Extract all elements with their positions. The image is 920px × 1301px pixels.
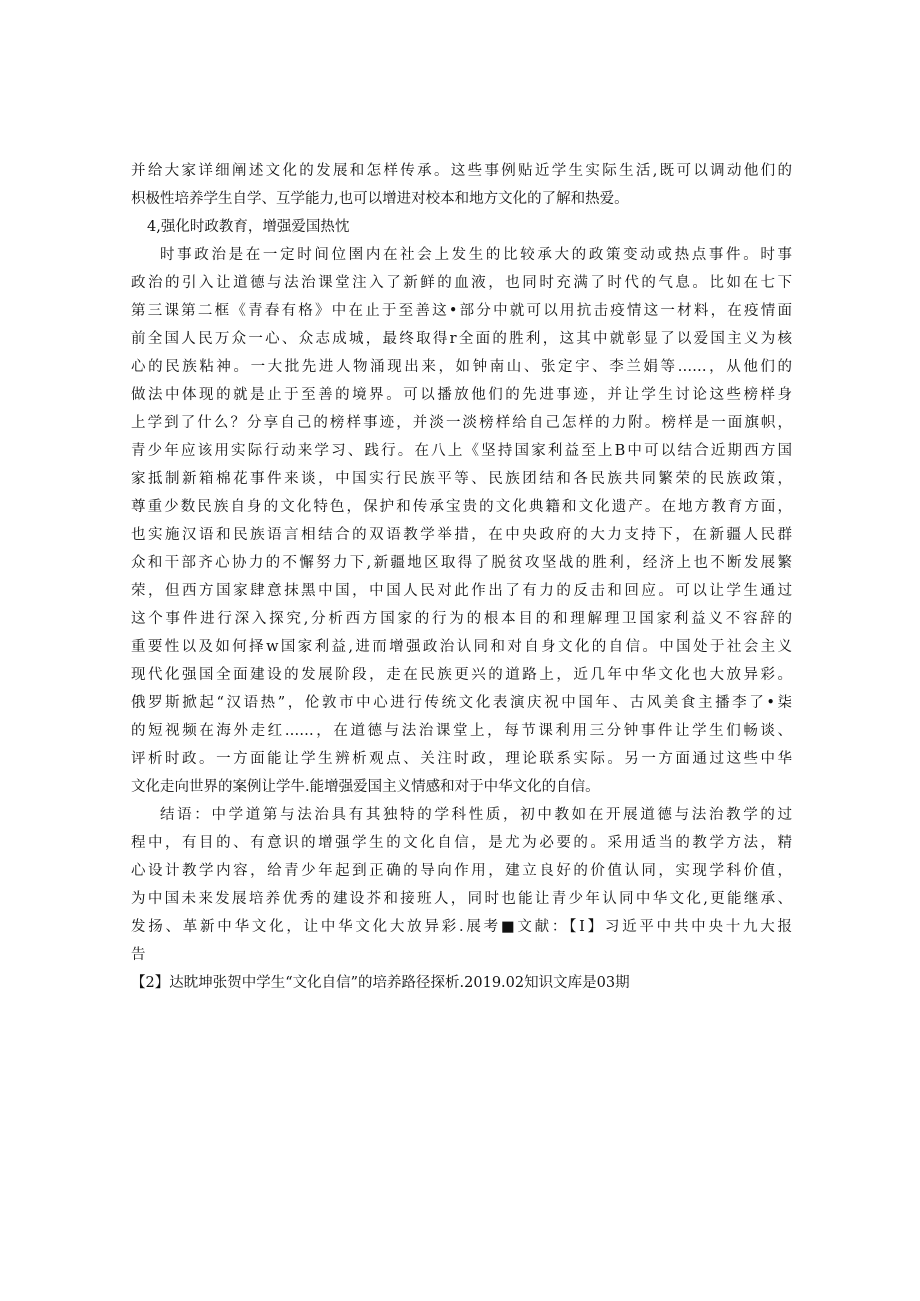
- body-line: 现代化强国全面建设的发展阶段，走在民族更兴的道路上，近几年中华文化也大放异彩。: [131, 667, 792, 683]
- body-line: 第三课第二框《青春有格》中在止于至善这•部分中就可以用抗击疫情这一材料，在疫情面: [131, 303, 792, 319]
- body-line: 尊重少数民族自身的文化特色，保护和传承宝贵的文化典籍和文化遗产。在地方教育方面，: [131, 499, 792, 515]
- document-body: [131, 157, 792, 997]
- conclusion-line: 心设计教学内容，给青少年起到正确的导向作用，建立良好的价值认同，实现学科价值，: [131, 863, 792, 879]
- body-line: 的短视频在海外走红……，在道德与法治课堂上，每节课利用三分钟事件让学生们畅谈、: [131, 723, 792, 739]
- conclusion-line: 程中，有目的、有意识的增强学生的文化自信，是尤为必要的。采用适当的教学方法，精: [131, 835, 792, 851]
- body-line: 家抵制新箱棉花事件来谈，中国实行民族平等、民族团结和各民族共同繁荣的民族政策，: [131, 471, 792, 487]
- body-line: 也实施汉语和民族语言相结合的双语教学举措，在中央政府的大力支持下，在新疆人民群: [131, 527, 792, 543]
- body-line: 青少年应该用实际行动来学习、践行。在八上《坚持国家利益至上B中可以结合近期西方国: [131, 443, 792, 459]
- conclusion-line: 结语：中学道第与法治具有其独特的学科性质，初中教如在开展道德与法治教学的过: [160, 807, 792, 823]
- reference-entry: 【2】达眈坤张贺中学生“文化自信”的培养路径探析.2019.02知识文库是03期: [131, 975, 630, 991]
- body-line: 这个事件进行深入探究,分析西方国家的行为的根本目的和理解理卫国家利益义不容辞的: [131, 611, 792, 627]
- conclusion-line: 发扬、革新中华文化，让中华文化大放异彩.展考■文献：【I】习近平中共中央十九大报: [131, 919, 792, 935]
- body-line: 文化走向世界的案例让学牛.能增强爱国主义情感和对于中华文化的自信。: [131, 779, 600, 795]
- body-line: 上学到了什么？分享自己的榜样事迹，并淡一淡榜样给自己怎样的力附。榜样是一面旗帜，: [131, 415, 792, 431]
- body-line: 荣，但西方国家肆意抹黑中国，中国人民对此作出了有力的反击和回应。可以让学生通过: [131, 583, 792, 599]
- body-line: 心的民族粘神。一大批先进人物涌现出来，如钟南山、张定宇、李兰娟等……，从他们的: [131, 359, 792, 375]
- conclusion-line: 告: [131, 947, 146, 963]
- body-line: 重要性以及如何择w国家利益,进而增强政治认同和对自身文化的自信。中国处于社会主义: [131, 639, 792, 655]
- body-line: 众和干部齐心协力的不懈努力下,新疆地区取得了脱贫攻坚战的胜利，经济上也不断发展繁: [131, 555, 792, 571]
- intro-line: 并给大家详细阐述文化的发展和怎样传承。这些事例贴近学生实际生活,既可以调动他们的: [131, 163, 792, 179]
- body-line: 俄罗斯掀起“汉语热”，伦敦市中心进行传统文化表演庆祝中国年、古风美食主播李了•柒: [131, 695, 792, 711]
- body-line: 政治的引入让道德与法治课堂注入了新鲜的血液，也同时充满了时代的气息。比如在七下: [131, 275, 792, 291]
- intro-line: 枳极性培养学生自学、互学能力,也可以增进对校本和地方文化的了解和热爱。: [131, 191, 629, 207]
- body-line: 时事政治是在一定时间位圉内在社会上发生的比较承大的政策变动或热点事件。时事: [160, 247, 792, 263]
- conclusion-line: 为中国未来发展培养优秀的建设芥和接班人，同时也能让青少年认同中华文化,更能继承、: [131, 891, 792, 907]
- section-heading: 4,强化时政教育，增强爱国热忱: [147, 219, 350, 235]
- body-line: 评析时政。一方面能让学生辨析观点、关注时政，理论联系实际。另一方面通过这些中华: [131, 751, 792, 767]
- body-line: 做法中体现的就是止于至善的境界。可以播放他们的先进事迹，并让学生讨论这些榜样身: [131, 387, 792, 403]
- body-line: 前全国人民万众一心、众志成城，最终取得r全面的胜利，这其中就彰显了以爱国主义为核: [131, 331, 792, 347]
